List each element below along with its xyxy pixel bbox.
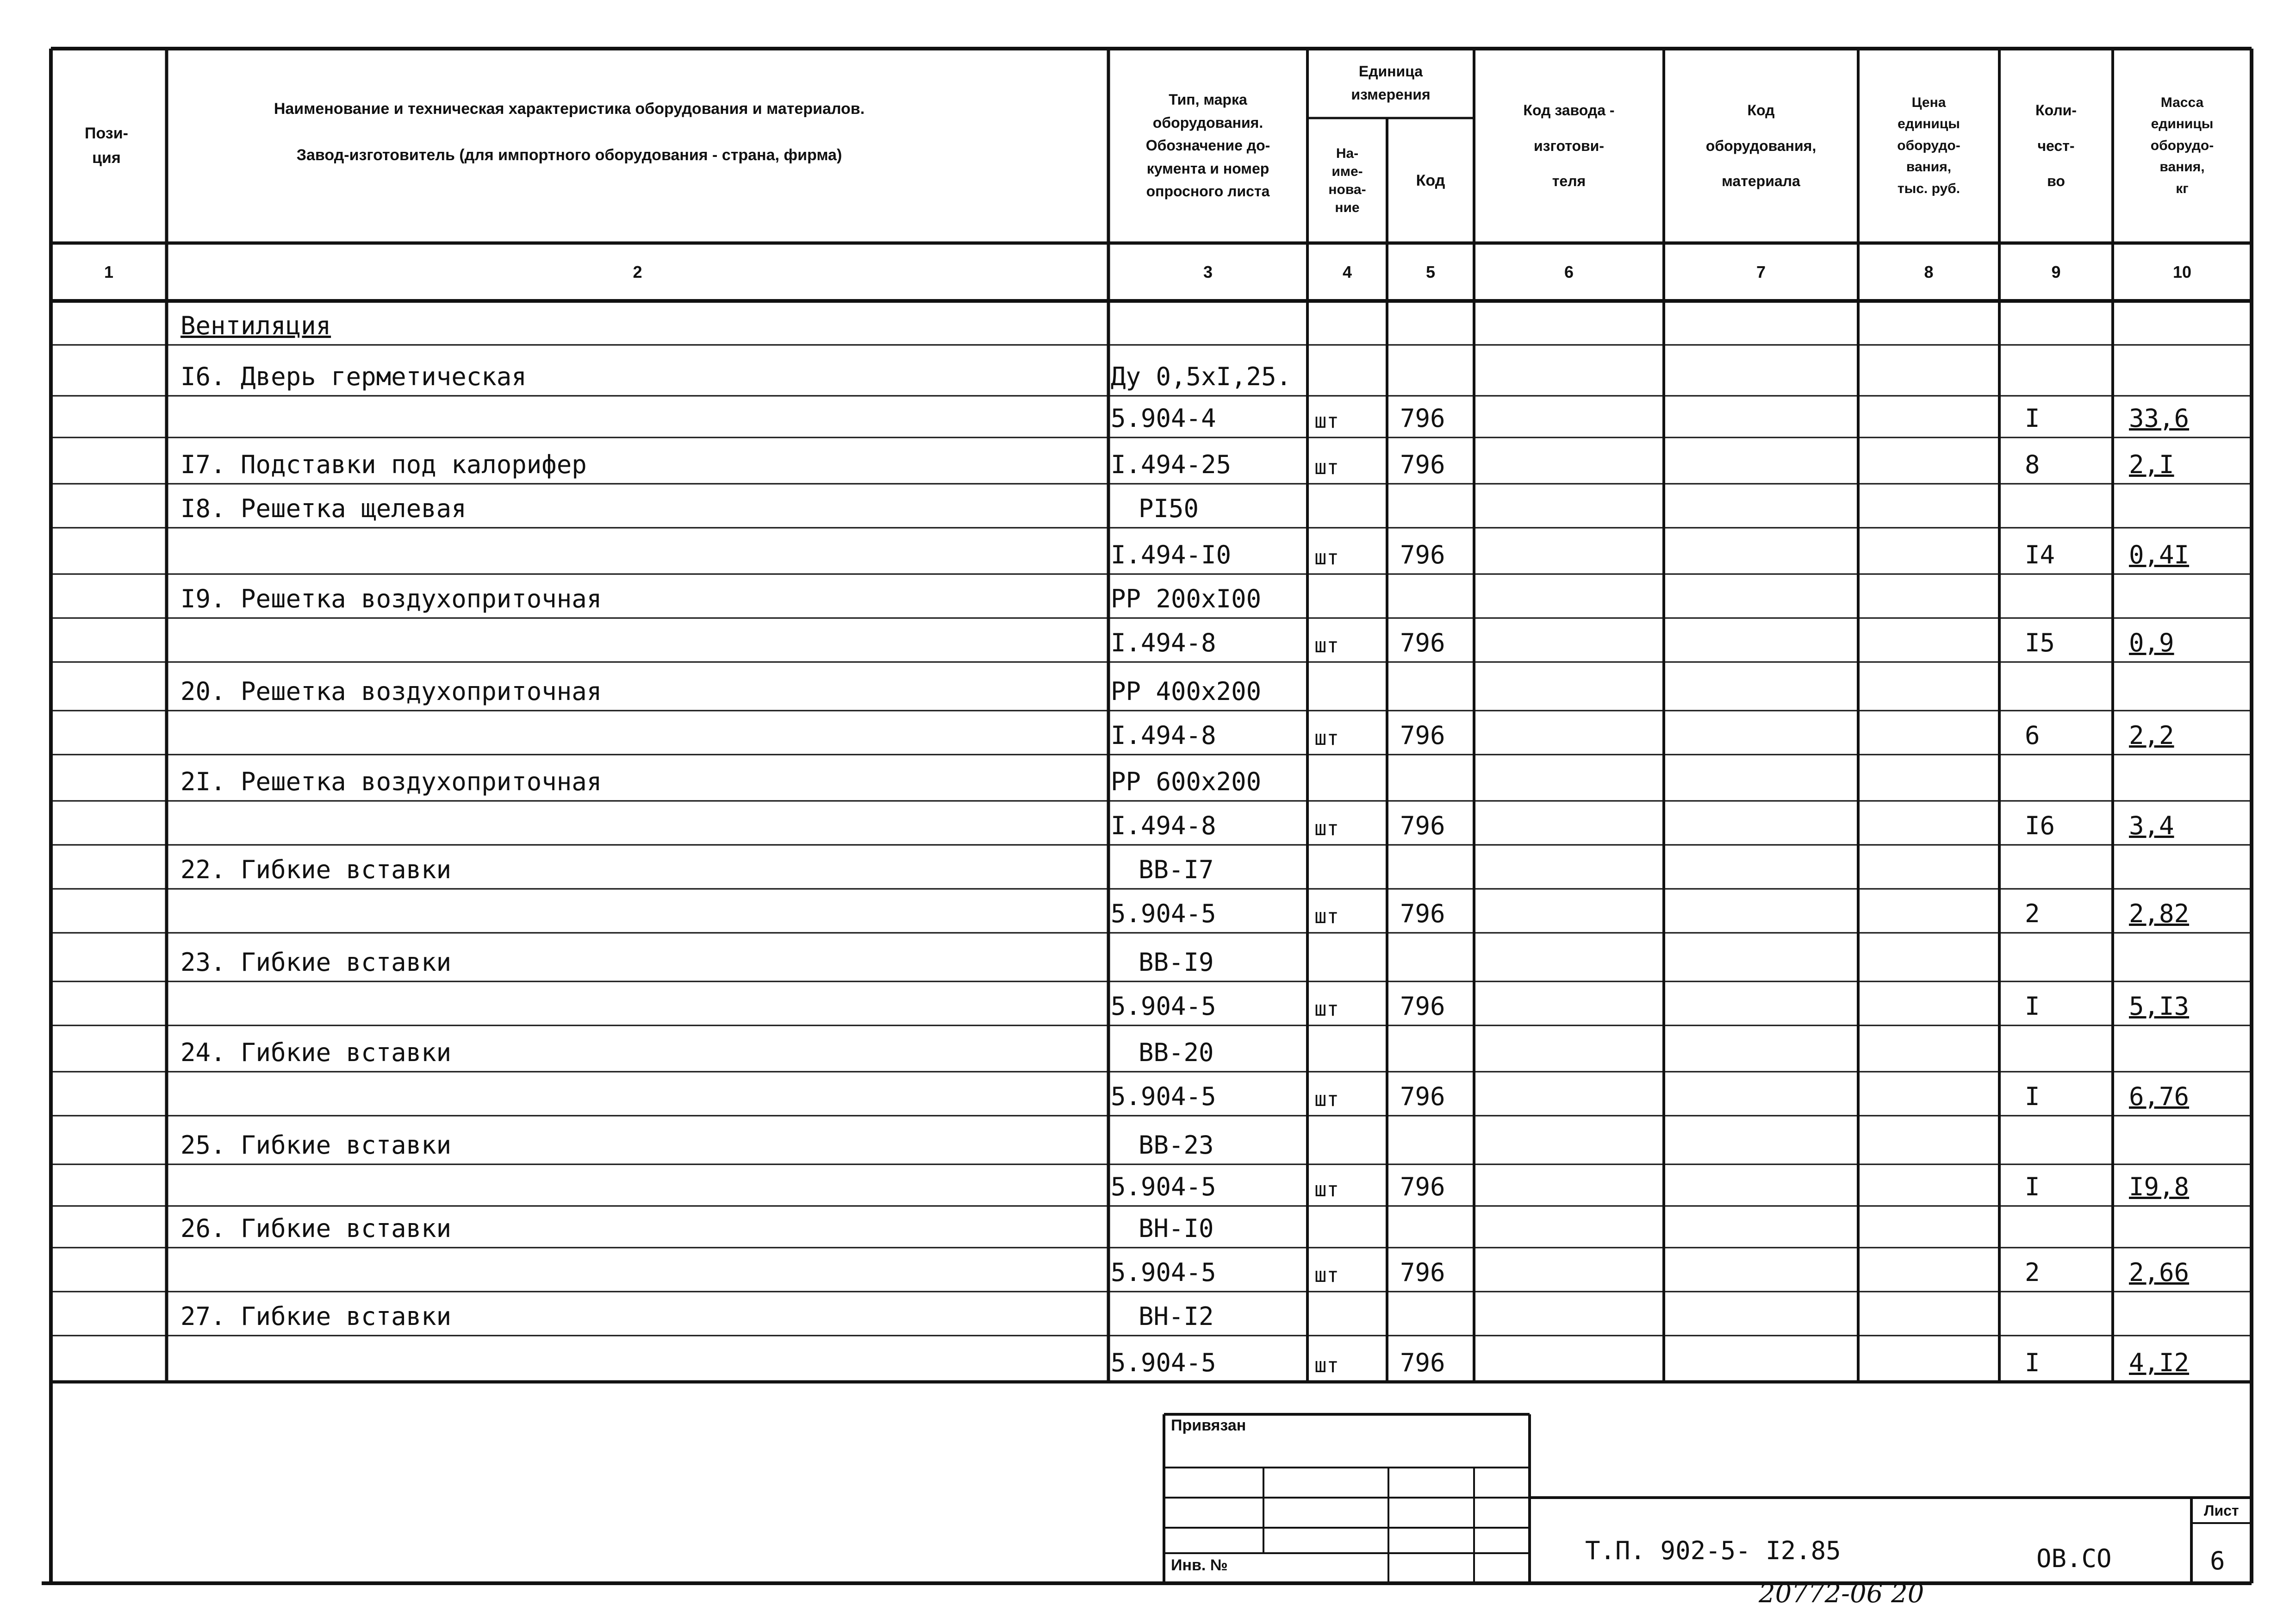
cell-code: 796 [1400, 450, 1445, 479]
cell-unit: шт [1314, 1178, 1339, 1201]
cell-name: 23. Гибкие вставки [180, 948, 452, 977]
header-unit-name: На- име- нова- ние [1328, 146, 1366, 215]
cell-unit: шт [1314, 409, 1339, 433]
cell-type: 5.904-5 [1111, 1082, 1216, 1111]
cell-mass: 4,I2 [2129, 1348, 2190, 1377]
cell-mass: 33,6 [2129, 404, 2190, 433]
cell-mass: 2,I [2129, 450, 2174, 479]
cell-code: 796 [1400, 628, 1445, 657]
cell-code: 796 [1400, 1258, 1445, 1287]
cell-name: 27. Гибкие вставки [180, 1302, 452, 1331]
cell-name: 25. Гибкие вставки [180, 1131, 452, 1160]
stamp-sheet-label: Лист [2204, 1502, 2239, 1519]
cell-code: 796 [1400, 1348, 1445, 1377]
header-mass: Масса единицы оборудо- вания, кг [2150, 94, 2214, 196]
cell-mass: 2,82 [2129, 899, 2190, 928]
cell-quantity: I5 [2025, 628, 2055, 657]
cell-type: ВН-I2 [1139, 1302, 1214, 1331]
cell-code: 796 [1400, 540, 1445, 569]
header-price: Цена единицы оборудо- вания, тыс. руб. [1897, 94, 1960, 196]
cell-quantity: 6 [2025, 721, 2040, 750]
cell-code: 796 [1400, 1172, 1445, 1201]
cell-type: Ду 0,5хI,25. [1111, 362, 1292, 391]
column-number-4: 4 [1342, 262, 1352, 281]
cell-unit: шт [1314, 817, 1339, 840]
stamp-mark: ОВ.СО [2036, 1544, 2112, 1573]
cell-name: I7. Подставки под калорифер [180, 450, 587, 479]
cell-unit: шт [1314, 1087, 1339, 1111]
stamp-doc-code: Т.П. 902-5- I2.85 [1585, 1536, 1841, 1565]
cell-code: 796 [1400, 899, 1445, 928]
cell-type: 5.904-5 [1111, 1348, 1216, 1377]
cell-mass: 0,9 [2129, 628, 2174, 657]
cell-unit: шт [1314, 726, 1339, 750]
column-number-7: 7 [1756, 262, 1766, 281]
cell-unit: шт [1314, 905, 1339, 928]
cell-mass: 0,4I [2129, 540, 2190, 569]
header-name-line1: Наименование и техническая характеристика оборудования и материалов. [274, 100, 865, 118]
cell-code: 796 [1400, 404, 1445, 433]
stamp-inv-no: Инв. № [1171, 1556, 1228, 1574]
column-number-10: 10 [2172, 262, 2192, 281]
header-factory-code: Код завода - изготови- теля [1523, 101, 1615, 190]
cell-type: PI50 [1139, 494, 1199, 523]
cell-name: 26. Гибкие вставки [180, 1214, 452, 1243]
header-unit-code: Код [1416, 171, 1445, 189]
cell-name: 22. Гибкие вставки [180, 855, 452, 884]
cell-mass: 2,66 [2129, 1258, 2190, 1287]
cell-type: I.494-8 [1111, 628, 1216, 657]
cell-type: I.494-25 [1111, 450, 1232, 479]
cell-name: I9. Решетка воздухоприточная [180, 584, 602, 613]
header-name-line2: Завод-изготовитель (для импортного оборудования - страна, фирма) [296, 146, 842, 164]
header-equipment-code: Код оборудования, материала [1705, 101, 1817, 190]
cell-type: I.494-8 [1111, 721, 1216, 750]
column-number-5: 5 [1425, 262, 1436, 281]
cell-unit: шт [1314, 456, 1339, 479]
column-number-9: 9 [2051, 262, 2061, 281]
cell-quantity: 8 [2025, 450, 2040, 479]
cell-code: 796 [1400, 992, 1445, 1021]
cell-unit: шт [1314, 1354, 1339, 1377]
cell-quantity: I [2025, 992, 2040, 1021]
cell-name: 2I. Решетка воздухоприточная [180, 767, 602, 796]
cell-unit: шт [1314, 634, 1339, 657]
cell-mass: 6,76 [2129, 1082, 2190, 1111]
cell-unit: шт [1314, 546, 1339, 569]
cell-type: 5.904-4 [1111, 404, 1216, 433]
footer-handwritten-number: 20772-06 20 [1759, 1579, 1924, 1609]
cell-unit: шт [1314, 997, 1339, 1021]
header-position: Пози- ция [85, 125, 128, 167]
cell-quantity: I6 [2025, 811, 2055, 840]
cell-type: РР 400х200 [1111, 677, 1262, 706]
header-quantity: Коли- чест- во [2035, 101, 2077, 190]
cell-quantity: 2 [2025, 899, 2040, 928]
cell-type: 5.904-5 [1111, 899, 1216, 928]
column-number-1: 1 [104, 262, 114, 281]
cell-name: Вентиляция [180, 311, 331, 340]
cell-type: 5.904-5 [1111, 1258, 1216, 1287]
header-unit-group: Единица измерения [1351, 63, 1431, 103]
cell-type: РР 600х200 [1111, 767, 1262, 796]
cell-name: I6. Дверь герметическая [180, 362, 527, 391]
cell-code: 796 [1400, 1082, 1445, 1111]
cell-mass: 2,2 [2129, 721, 2174, 750]
cell-type: ВВ-I9 [1139, 948, 1214, 977]
stamp-privyazan: Привязан [1171, 1417, 1246, 1434]
column-number-8: 8 [1924, 262, 1934, 281]
cell-code: 796 [1400, 721, 1445, 750]
cell-unit: шт [1314, 1263, 1339, 1287]
cell-quantity: I [2025, 1082, 2040, 1111]
cell-mass: 3,4 [2129, 811, 2174, 840]
cell-quantity: I [2025, 1172, 2040, 1201]
header-type: Тип, марка оборудования. Обозначение до- кумента и номер опросного листа [1145, 91, 1270, 200]
column-number-6: 6 [1564, 262, 1574, 281]
cell-quantity: I4 [2025, 540, 2055, 569]
stamp-sheet-number: 6 [2210, 1546, 2225, 1575]
cell-type: 5.904-5 [1111, 992, 1216, 1021]
cell-name: I8. Решетка щелевая [180, 494, 467, 523]
cell-code: 796 [1400, 811, 1445, 840]
cell-mass: I9,8 [2129, 1172, 2190, 1201]
cell-type: ВВ-20 [1139, 1038, 1214, 1067]
cell-type: I.494-I0 [1111, 540, 1232, 569]
cell-type: I.494-8 [1111, 811, 1216, 840]
cell-name: 24. Гибкие вставки [180, 1038, 452, 1067]
cell-quantity: I [2025, 1348, 2040, 1377]
cell-mass: 5,I3 [2129, 992, 2190, 1021]
cell-type: ВН-I0 [1139, 1214, 1214, 1243]
cell-quantity: 2 [2025, 1258, 2040, 1287]
cell-name: 20. Решетка воздухоприточная [180, 677, 602, 706]
column-number-3: 3 [1203, 262, 1213, 281]
cell-type: ВВ-23 [1139, 1131, 1214, 1160]
cell-type: 5.904-5 [1111, 1172, 1216, 1201]
cell-type: РР 200хI00 [1111, 584, 1262, 613]
cell-type: ВВ-I7 [1139, 855, 1214, 884]
column-number-2: 2 [633, 262, 642, 281]
cell-quantity: I [2025, 404, 2040, 433]
